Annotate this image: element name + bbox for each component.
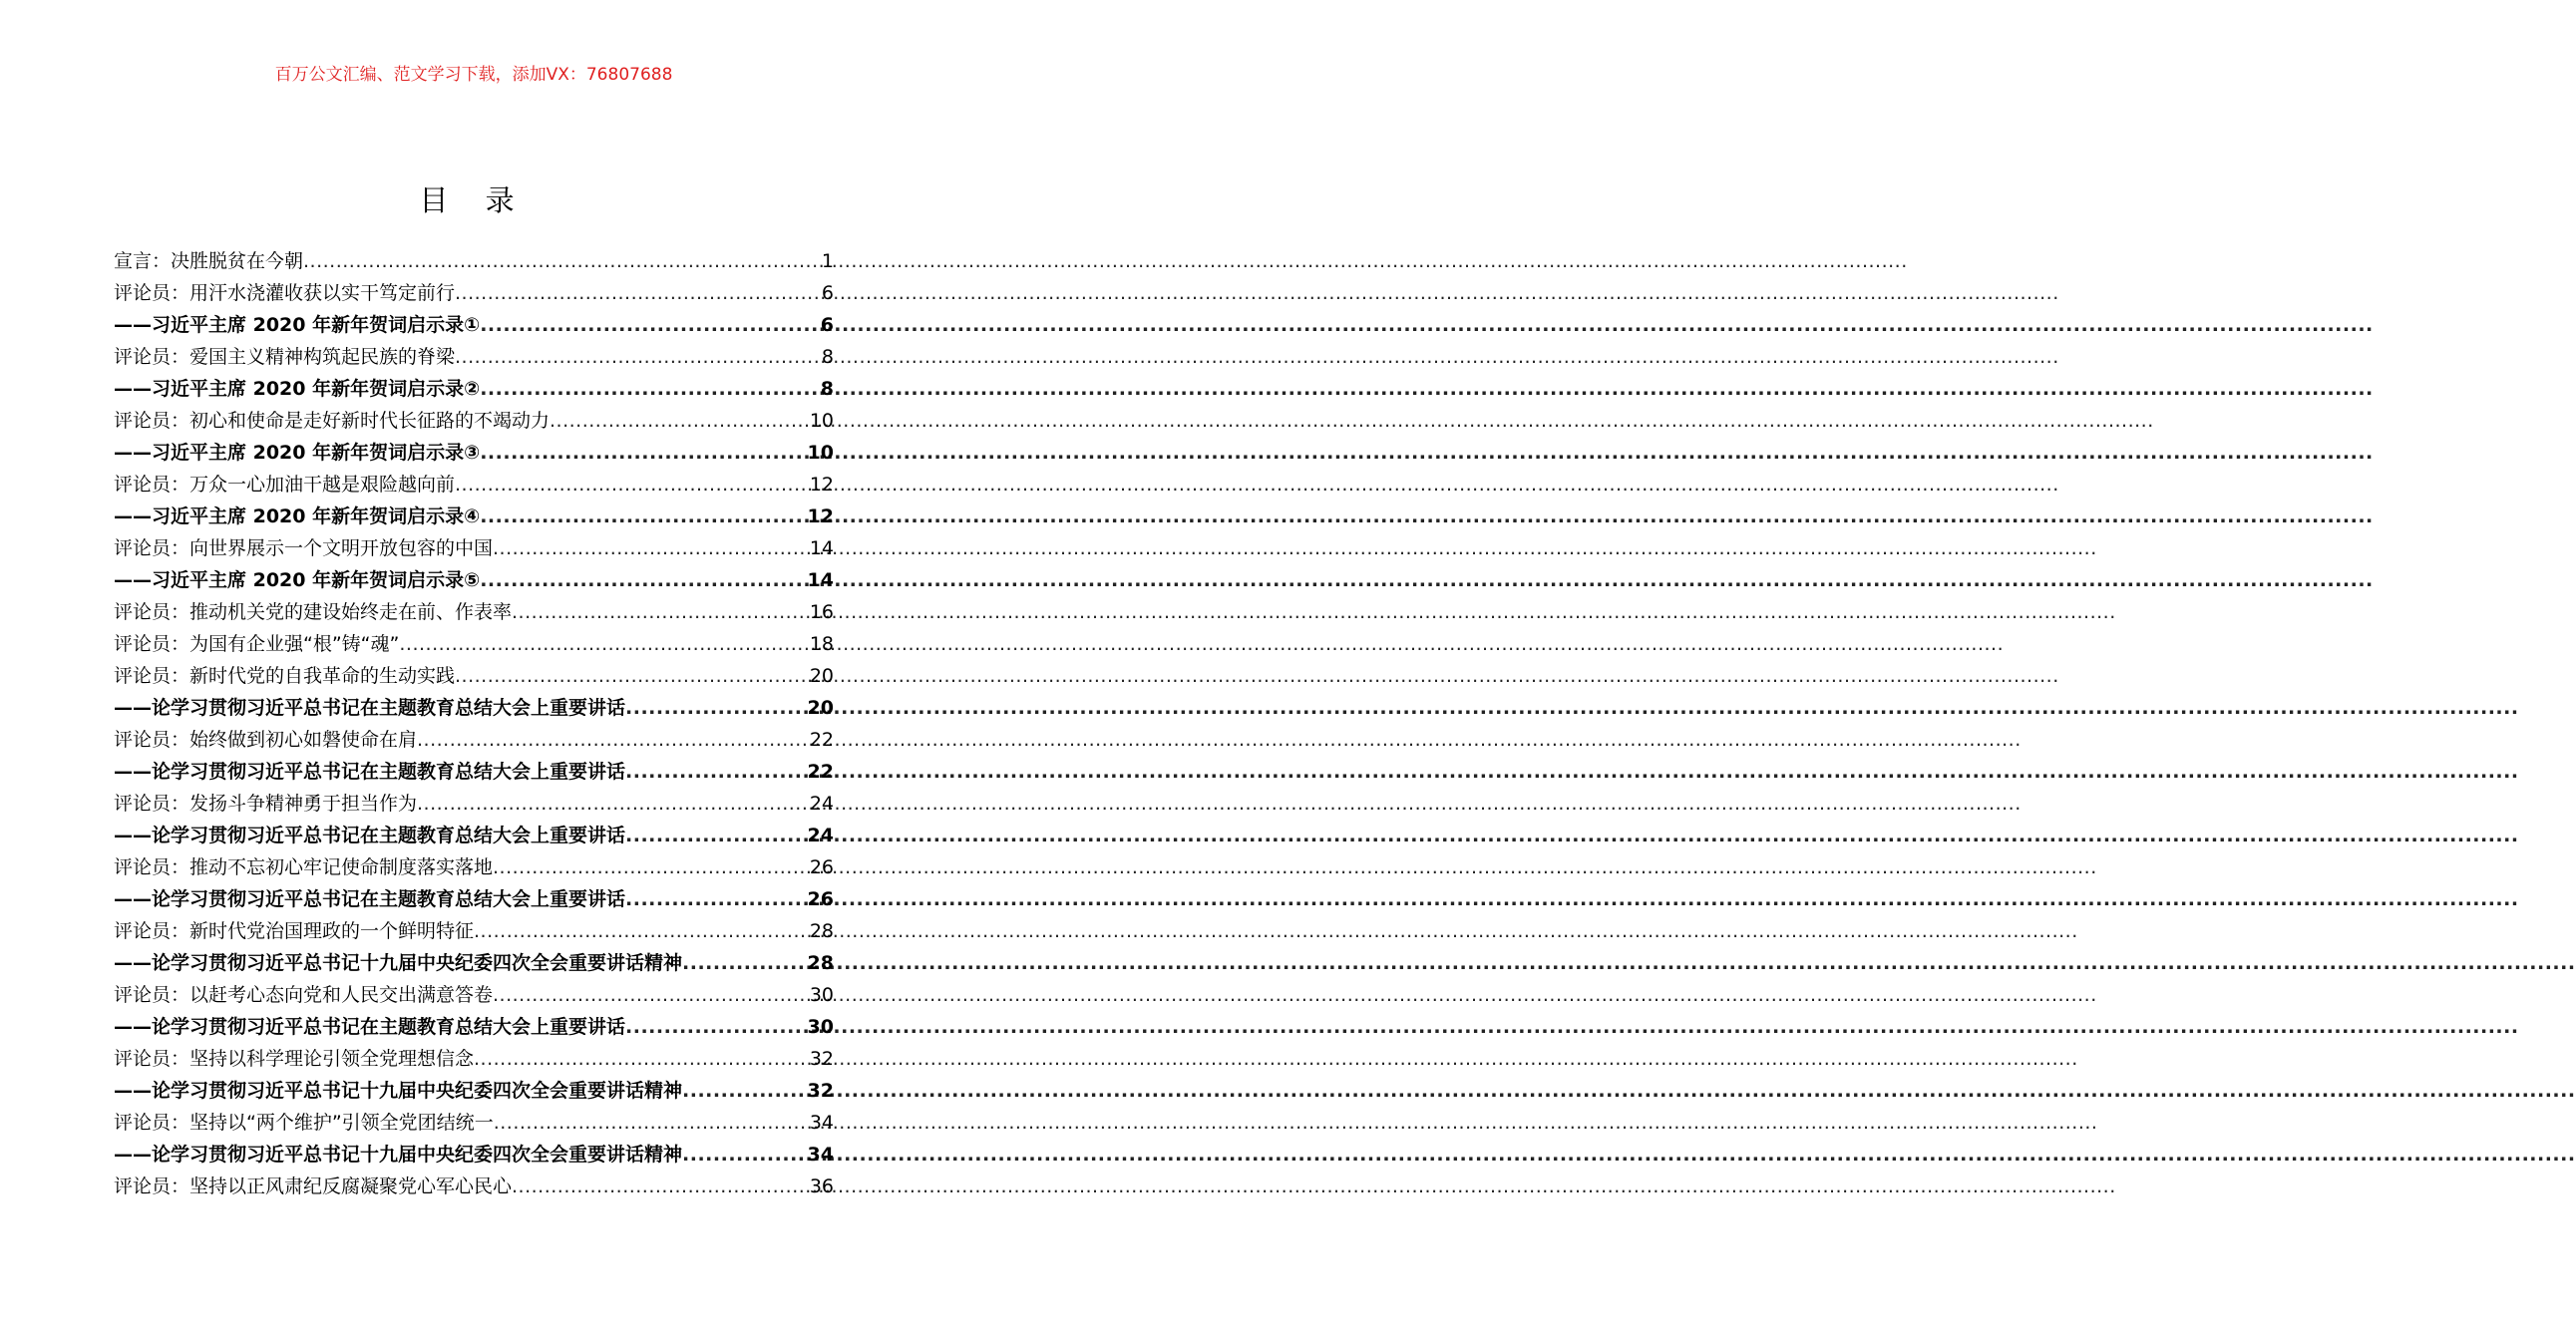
toc-entry-title: 评论员：用汗水浇灌收获以实干笃定前行 — [114, 282, 456, 304]
toc-dot-leader — [682, 1075, 806, 1107]
toc-dot-leader — [625, 1011, 806, 1043]
toc-entry-title: 评论员：初心和使命是走好新时代长征路的不竭动力 — [114, 410, 551, 432]
toc-entry-page-number: 18 — [809, 633, 834, 655]
toc-dot-leader — [303, 245, 820, 277]
toc-entry-page-number: 26 — [807, 888, 834, 910]
toc-dot-leader — [625, 756, 806, 788]
toc-entry[interactable] — [114, 947, 834, 979]
toc-dot-leader — [474, 1043, 808, 1075]
toc-dot-leader — [493, 979, 808, 1011]
toc-entry-page-number: 28 — [807, 952, 834, 974]
toc-dot-leader — [480, 501, 805, 532]
toc-entry-title: ——习近平主席 2020 年新年贺词启示录② — [114, 378, 481, 400]
toc-entry[interactable] — [114, 1107, 834, 1139]
toc-entry-title: 评论员：推动不忘初心牢记使命制度落实落地 — [114, 856, 494, 878]
toc-entry-page-number: 30 — [807, 1016, 834, 1038]
toc-entry-page-number: 22 — [807, 761, 834, 783]
toc-entry-title: 评论员：为国有企业强“根”铸“魂” — [114, 633, 400, 655]
toc-entry-page-number: 26 — [809, 856, 834, 878]
toc-entry[interactable] — [114, 628, 834, 660]
toc-entry-page-number: 30 — [809, 984, 834, 1006]
toc-dot-leader — [455, 469, 808, 501]
toc-entry[interactable] — [114, 915, 834, 947]
toc-entry[interactable] — [114, 277, 834, 309]
toc-entry[interactable] — [114, 1075, 834, 1107]
toc-entry-page-number: 8 — [821, 346, 834, 368]
toc-dot-leader — [493, 851, 808, 883]
toc-dot-leader — [455, 341, 820, 373]
toc-dot-leader — [480, 309, 819, 341]
toc-entry-title: ——论学习贯彻习近平总书记在主题教育总结大会上重要讲话 — [114, 761, 626, 783]
toc-dot-leader — [493, 532, 808, 564]
toc-entry[interactable] — [114, 756, 834, 788]
toc-entry-page-number: 32 — [807, 1080, 834, 1102]
toc-dot-leader — [480, 437, 805, 469]
page-title: 目 录 — [419, 183, 529, 218]
toc-entry[interactable] — [114, 1011, 834, 1043]
toc-entry-title: 评论员：以赶考心态向党和人民交出满意答卷 — [114, 984, 494, 1006]
toc-entry-page-number: 14 — [807, 569, 834, 591]
toc-entry[interactable] — [114, 788, 834, 820]
toc-entry[interactable] — [114, 341, 834, 373]
toc-entry-title: 评论员：新时代党的自我革命的生动实践 — [114, 665, 456, 687]
toc-entry-page-number: 24 — [807, 825, 834, 846]
toc-entry[interactable] — [114, 1171, 834, 1202]
toc-entry[interactable] — [114, 405, 834, 437]
toc-dot-leader — [494, 1107, 808, 1139]
toc-dot-leader — [455, 277, 820, 309]
toc-entry-page-number: 10 — [809, 410, 834, 432]
toc-entry[interactable] — [114, 437, 834, 469]
toc-dot-leader — [682, 1139, 806, 1171]
toc-entry-title: ——论学习贯彻习近平总书记十九届中央纪委四次全会重要讲话精神 — [114, 952, 683, 974]
toc-entry-page-number: 36 — [809, 1175, 834, 1197]
toc-entry-page-number: 20 — [809, 665, 834, 687]
toc-entry-page-number: 12 — [809, 474, 834, 496]
toc-entry-page-number: 24 — [809, 793, 834, 815]
toc-entry-page-number: 8 — [820, 378, 834, 400]
toc-entry-title: 评论员：坚持以正风肃纪反腐凝聚党心军心民心 — [114, 1175, 513, 1197]
toc-entry-page-number: 1 — [821, 250, 834, 272]
toc-entry[interactable] — [114, 979, 834, 1011]
toc-entry-title: 评论员：发扬斗争精神勇于担当作为 — [114, 793, 418, 815]
toc-entry[interactable] — [114, 469, 834, 501]
toc-dot-leader — [625, 692, 806, 724]
toc-entry-page-number: 6 — [821, 282, 834, 304]
toc-dot-leader — [550, 405, 808, 437]
toc-entry[interactable] — [114, 501, 834, 532]
toc-entry-page-number: 10 — [807, 442, 834, 464]
toc-dot-leader — [625, 820, 806, 851]
toc-entry-title: ——习近平主席 2020 年新年贺词启示录④ — [114, 505, 481, 527]
toc-entry-title: ——习近平主席 2020 年新年贺词启示录① — [114, 314, 481, 336]
toc-entry-page-number: 34 — [807, 1144, 834, 1166]
toc-dot-leader — [625, 883, 806, 915]
toc-dot-leader — [455, 660, 808, 692]
toc-entry-title: 评论员：万众一心加油干越是艰险越向前 — [114, 474, 456, 496]
toc-entry-title: ——习近平主席 2020 年新年贺词启示录③ — [114, 442, 481, 464]
toc-entry[interactable] — [114, 660, 834, 692]
toc-dot-leader — [512, 1171, 808, 1202]
toc-entry-title: ——论学习贯彻习近平总书记在主题教育总结大会上重要讲话 — [114, 1016, 626, 1038]
toc-entry[interactable] — [114, 1043, 834, 1075]
toc-entry[interactable] — [114, 373, 834, 405]
toc-entry-page-number: 14 — [809, 537, 834, 559]
toc-entry[interactable] — [114, 309, 834, 341]
toc-entry-title: 评论员：新时代党治国理政的一个鲜明特征 — [114, 920, 475, 942]
toc-entry[interactable] — [114, 1139, 834, 1171]
toc-entry-page-number: 22 — [809, 729, 834, 751]
toc-dot-leader — [417, 724, 808, 756]
toc-entry-title: 评论员：向世界展示一个文明开放包容的中国 — [114, 537, 494, 559]
toc-dot-leader — [399, 628, 807, 660]
toc-entry[interactable] — [114, 851, 834, 883]
toc-dot-leader — [480, 564, 805, 596]
toc-entry[interactable] — [114, 245, 834, 277]
toc-entry[interactable] — [114, 564, 834, 596]
toc-entry-title: ——习近平主席 2020 年新年贺词启示录⑤ — [114, 569, 481, 591]
toc-entry-page-number: 34 — [809, 1112, 834, 1134]
toc-entry-title: ——论学习贯彻习近平总书记十九届中央纪委四次全会重要讲话精神 — [114, 1080, 683, 1102]
toc-entry[interactable] — [114, 724, 834, 756]
toc-entry-title: 评论员：坚持以科学理论引领全党理想信念 — [114, 1048, 475, 1070]
toc-entry[interactable] — [114, 596, 834, 628]
header-note: 百万公文汇编、范文学习下载，添加VX：76807688 — [274, 65, 673, 85]
toc-entry-page-number: 20 — [807, 697, 834, 719]
toc-entry[interactable] — [114, 692, 834, 724]
toc-entry-page-number: 28 — [809, 920, 834, 942]
toc-entry[interactable] — [114, 883, 834, 915]
toc-entry-title: 评论员：推动机关党的建设始终走在前、作表率 — [114, 601, 513, 623]
toc-dot-leader — [512, 596, 808, 628]
toc-entry[interactable] — [114, 820, 834, 851]
toc-entry-page-number: 6 — [820, 314, 834, 336]
toc-entry-title: 评论员：坚持以“两个维护”引领全党团结统一 — [114, 1112, 494, 1134]
toc-entry-page-number: 16 — [809, 601, 834, 623]
toc-entry-title: 评论员：爱国主义精神构筑起民族的脊梁 — [114, 346, 456, 368]
toc-entry-title: 评论员：始终做到初心如磐使命在肩 — [114, 729, 418, 751]
toc-entry[interactable] — [114, 532, 834, 564]
toc-dot-leader — [417, 788, 808, 820]
toc-dot-leader — [480, 373, 819, 405]
toc-entry-page-number: 12 — [807, 505, 834, 527]
toc-dot-leader — [474, 915, 808, 947]
toc-entry-title: 宣言：决胜脱贫在今朝 — [114, 250, 304, 272]
toc-entry-page-number: 32 — [809, 1048, 834, 1070]
table-of-contents — [114, 245, 834, 1202]
toc-entry-title: ——论学习贯彻习近平总书记在主题教育总结大会上重要讲话 — [114, 825, 626, 846]
toc-entry-title: ——论学习贯彻习近平总书记在主题教育总结大会上重要讲话 — [114, 888, 626, 910]
toc-entry-title: ——论学习贯彻习近平总书记在主题教育总结大会上重要讲话 — [114, 697, 626, 719]
toc-entry-title: ——论学习贯彻习近平总书记十九届中央纪委四次全会重要讲话精神 — [114, 1144, 683, 1166]
toc-dot-leader — [682, 947, 806, 979]
